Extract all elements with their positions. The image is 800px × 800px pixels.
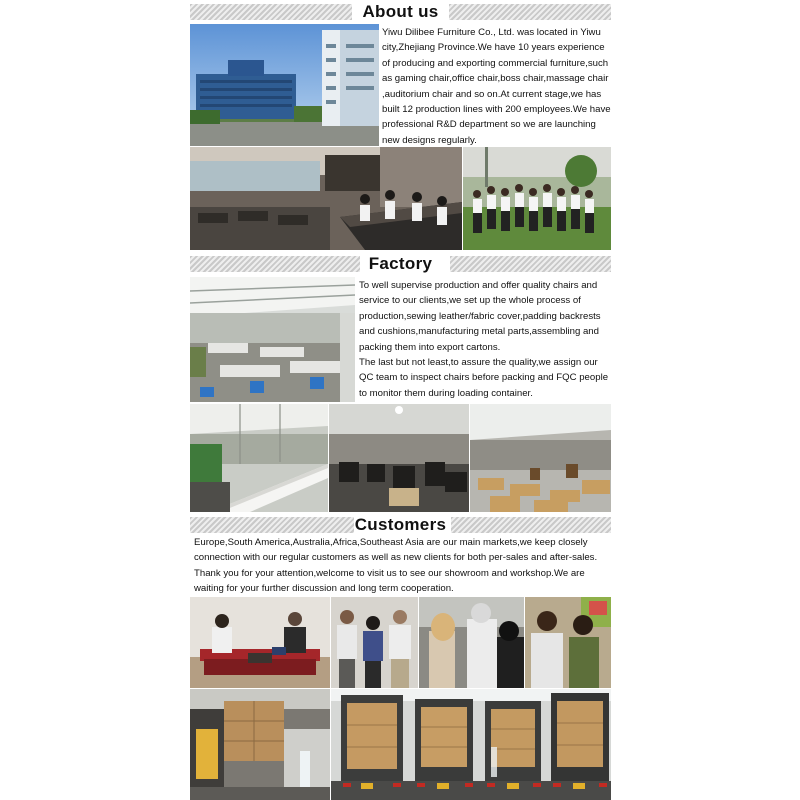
customer-visit-photo <box>331 597 418 688</box>
factory-title: Factory <box>368 254 433 273</box>
office-meeting-photo <box>190 147 462 250</box>
container-loading-photo <box>331 689 611 800</box>
factory-paragraph-2: The last but not least,to assure the quality,we assign our QC team to inspect chairs before packing and FQC people to monitor them during loading container. <box>359 357 609 399</box>
about-us-banner <box>190 1 611 23</box>
factory-paragraph-1: To well supervise production and offer quality chairs and service to our clients,we set up the whole process of production,sewing leather/fabric cover,padding backrests and cushions,manufacturing metal parts,assembling and packing them into export cartons. <box>359 280 601 353</box>
factory-floor-photo <box>190 277 355 402</box>
company-profile-page <box>190 0 611 800</box>
assembly-workshop-photo <box>329 404 469 512</box>
customers-banner <box>190 514 611 536</box>
sewing-workshop-photo <box>190 404 328 512</box>
packing-workshop-photo <box>470 404 611 512</box>
team-outdoor-photo <box>463 147 611 250</box>
about-us-paragraph: Yiwu Dilibee Furniture Co., Ltd. was located in Yiwu city,Zhejiang Province.We have 10 years experience of producing and exporting commercial furniture,such as gaming chair,office chair,boss chair,massage chair ,auditorium chair and so on.At current stage,we has built 12 production lines with 200 employees.We have professional R&D department so we are launching new designs regularly. <box>382 27 611 146</box>
customers-paragraph: Europe,South America,Australia,Africa,Southeast Asia are our main markets,we keep closely connection with our regular customers as well as new clients for both per-sales and after-sales. Thank you for your attention,welcome to visit us to see our showroom and workshop.We are waiting for your further discussion and long term cooperation. <box>194 537 598 595</box>
customers-title: Customers <box>354 515 447 534</box>
customer-showroom-photo <box>190 597 330 688</box>
about-us-text <box>382 25 611 148</box>
customers-text <box>194 535 611 597</box>
factory-banner <box>190 253 611 275</box>
office-building-photo <box>190 24 379 146</box>
customer-factory-tour-photo <box>419 597 524 688</box>
about-us-title: About us <box>362 2 439 21</box>
warehouse-loading-photo <box>190 689 330 800</box>
customer-group-photo <box>525 597 611 688</box>
factory-text <box>359 278 611 401</box>
